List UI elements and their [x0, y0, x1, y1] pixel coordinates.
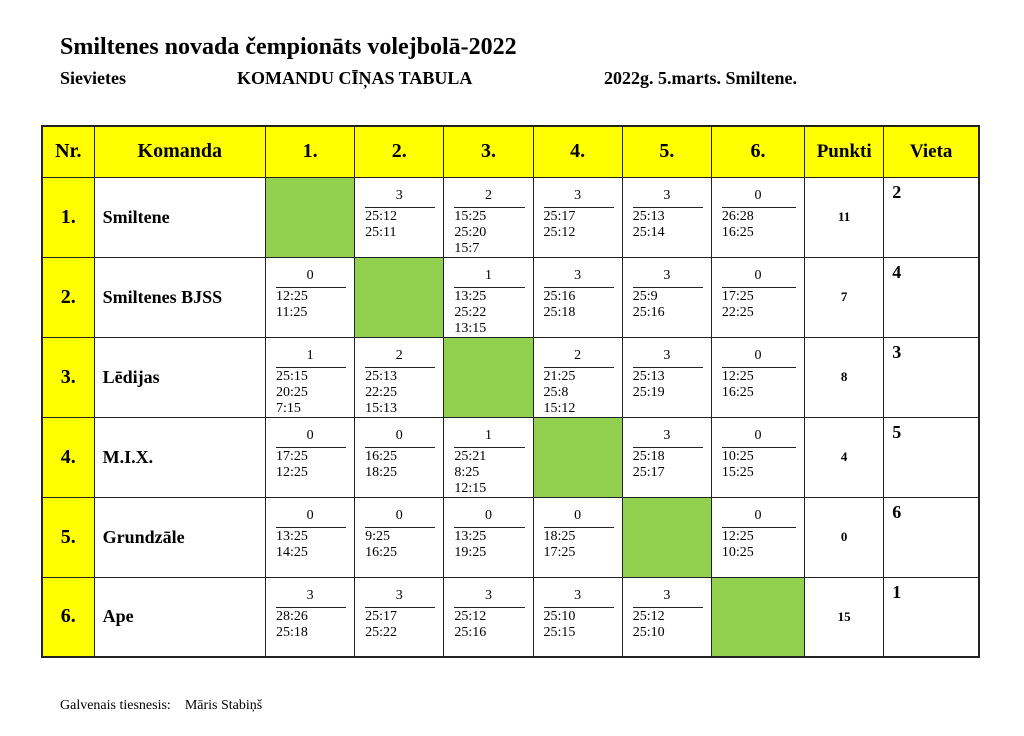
score-divider — [722, 207, 796, 208]
match-result-cell — [265, 257, 354, 337]
set-scores — [633, 369, 665, 401]
set-score: 25:12 — [454, 608, 487, 624]
event-date-location: 2022g. 5.marts. Smiltene. — [604, 68, 797, 88]
match-score: 0 — [395, 427, 403, 443]
diagonal-cell — [711, 577, 804, 657]
match-score: 1 — [484, 427, 492, 443]
set-score: 15:12 — [543, 400, 576, 416]
category-label: Sievietes — [60, 68, 126, 88]
set-score: 22:25 — [365, 384, 398, 400]
match-result-cell — [533, 177, 622, 257]
set-score: 25:12 — [365, 208, 398, 224]
set-score: 16:25 — [721, 224, 754, 240]
team-points: 8 — [805, 337, 884, 417]
set-score: 18:25 — [365, 464, 398, 480]
set-score: 22:25 — [721, 304, 754, 320]
team-place — [884, 337, 979, 417]
team-points: 15 — [805, 577, 884, 657]
set-score: 20:25 — [275, 384, 308, 400]
match-result-cell — [622, 257, 711, 337]
set-score: 25:17 — [365, 608, 398, 624]
set-score: 16:25 — [365, 544, 398, 560]
match-score: 3 — [395, 187, 403, 203]
set-score: 26:28 — [721, 208, 754, 224]
set-score: 25:13 — [632, 368, 665, 384]
header-opponent-1: 1. — [265, 126, 354, 177]
set-score: 16:25 — [365, 448, 398, 464]
set-scores — [544, 209, 576, 241]
set-score: 25:12 — [632, 608, 665, 624]
match-score: 0 — [574, 507, 582, 523]
team-place — [884, 417, 979, 497]
score-divider — [454, 287, 524, 288]
set-score: 8:25 — [454, 464, 480, 480]
team-number: 5. — [42, 497, 94, 577]
set-score: 16:25 — [721, 384, 754, 400]
match-result-cell — [622, 417, 711, 497]
table-row — [42, 497, 979, 577]
set-scores — [454, 609, 486, 641]
set-scores — [633, 449, 665, 481]
match-score: 0 — [754, 267, 762, 283]
set-scores — [454, 529, 486, 561]
header-opponent-4: 4. — [533, 126, 622, 177]
team-number: 6. — [42, 577, 94, 657]
chief-referee-label: Galvenais tiesnesis: — [60, 698, 171, 713]
set-scores — [276, 609, 308, 641]
set-scores — [454, 289, 486, 337]
team-place — [884, 577, 979, 657]
set-scores — [633, 609, 665, 641]
match-result-cell — [533, 577, 622, 657]
match-score: 3 — [663, 187, 671, 203]
match-score: 3 — [484, 587, 492, 603]
set-score: 12:25 — [721, 368, 754, 384]
set-score: 21:25 — [543, 368, 576, 384]
team-place-value: 4 — [892, 261, 902, 282]
table-title: KOMANDU CĪŅAS TABULA — [237, 68, 473, 88]
team-number: 3. — [42, 337, 94, 417]
match-score: 1 — [306, 347, 314, 363]
diagonal-cell — [355, 257, 444, 337]
set-score: 25:17 — [543, 208, 576, 224]
set-score: 25:12 — [543, 224, 576, 240]
header-team: Komanda — [94, 126, 265, 177]
match-score: 3 — [663, 587, 671, 603]
match-result-cell — [711, 257, 804, 337]
team-name: Grundzāle — [94, 497, 265, 577]
score-divider — [454, 607, 524, 608]
team-place-value: 1 — [892, 581, 902, 602]
team-place-value: 6 — [892, 501, 902, 522]
match-score: 3 — [663, 347, 671, 363]
set-scores — [365, 209, 397, 241]
team-points: 7 — [805, 257, 884, 337]
set-score: 25:9 — [632, 288, 658, 304]
set-score: 11:25 — [275, 304, 308, 320]
set-score: 25:15 — [275, 368, 308, 384]
match-score: 0 — [306, 427, 314, 443]
match-score: 0 — [754, 427, 762, 443]
header-points: Punkti — [805, 126, 884, 177]
match-result-cell — [355, 337, 444, 417]
score-divider — [365, 207, 435, 208]
team-place — [884, 257, 979, 337]
set-scores — [722, 449, 754, 481]
set-score: 25:16 — [454, 624, 487, 640]
match-score: 3 — [663, 427, 671, 443]
header-opponent-3: 3. — [444, 126, 533, 177]
match-score: 2 — [395, 347, 403, 363]
set-score: 25:13 — [365, 368, 398, 384]
match-result-cell — [711, 497, 804, 577]
table-row — [42, 417, 979, 497]
match-result-cell — [444, 577, 533, 657]
table-row — [42, 337, 979, 417]
team-points: 0 — [805, 497, 884, 577]
team-name: Smiltenes BJSS — [94, 257, 265, 337]
set-scores — [365, 369, 397, 417]
team-number: 4. — [42, 417, 94, 497]
set-scores — [633, 289, 665, 321]
match-score: 2 — [484, 187, 492, 203]
standings-body — [42, 126, 979, 657]
table-row — [42, 257, 979, 337]
score-divider — [454, 207, 524, 208]
match-result-cell — [711, 337, 804, 417]
set-scores — [454, 209, 486, 257]
set-score: 13:25 — [275, 528, 308, 544]
match-result-cell — [622, 577, 711, 657]
match-score: 3 — [574, 187, 582, 203]
score-divider — [276, 527, 346, 528]
match-result-cell — [355, 417, 444, 497]
set-score: 25:16 — [632, 304, 665, 320]
set-scores — [722, 529, 754, 561]
set-score: 25:10 — [632, 624, 665, 640]
set-scores — [276, 289, 308, 321]
set-score: 25:8 — [543, 384, 569, 400]
score-divider — [365, 367, 435, 368]
set-score: 28:26 — [275, 608, 308, 624]
match-result-cell — [355, 177, 444, 257]
header-opponent-6: 6. — [711, 126, 804, 177]
set-score: 13:15 — [454, 320, 487, 336]
match-result-cell — [533, 337, 622, 417]
set-score: 12:25 — [721, 528, 754, 544]
match-result-cell — [355, 577, 444, 657]
score-divider — [633, 447, 703, 448]
set-scores — [633, 209, 665, 241]
match-score: 3 — [663, 267, 671, 283]
header-row — [42, 126, 979, 177]
set-scores — [365, 609, 397, 641]
set-scores — [544, 529, 576, 561]
set-score: 10:25 — [721, 448, 754, 464]
match-result-cell — [622, 337, 711, 417]
team-place — [884, 497, 979, 577]
set-score: 13:25 — [454, 288, 487, 304]
set-scores — [722, 289, 754, 321]
match-score: 0 — [754, 347, 762, 363]
score-divider — [633, 287, 703, 288]
score-divider — [544, 527, 614, 528]
team-points: 11 — [805, 177, 884, 257]
match-result-cell — [265, 577, 354, 657]
set-scores — [365, 449, 397, 481]
team-place-value: 5 — [892, 421, 902, 442]
header-nr: Nr. — [42, 126, 94, 177]
match-result-cell — [533, 497, 622, 577]
set-score: 25:22 — [454, 304, 487, 320]
header-opponent-2: 2. — [355, 126, 444, 177]
set-score: 25:18 — [275, 624, 308, 640]
diagonal-cell — [444, 337, 533, 417]
set-score: 25:17 — [632, 464, 665, 480]
score-divider — [365, 527, 435, 528]
set-score: 12:25 — [275, 288, 308, 304]
set-score: 25:16 — [543, 288, 576, 304]
match-score: 0 — [395, 507, 403, 523]
score-divider — [544, 607, 614, 608]
team-place-value: 3 — [892, 341, 902, 362]
score-divider — [544, 367, 614, 368]
score-divider — [544, 207, 614, 208]
score-divider — [544, 287, 614, 288]
score-divider — [276, 607, 346, 608]
set-score: 25:18 — [632, 448, 665, 464]
set-score: 25:22 — [365, 624, 398, 640]
set-score: 15:13 — [365, 400, 398, 416]
match-score: 3 — [395, 587, 403, 603]
team-name: Smiltene — [94, 177, 265, 257]
set-score: 25:21 — [454, 448, 487, 464]
set-score: 9:25 — [365, 528, 391, 544]
footer — [60, 698, 262, 714]
match-score: 2 — [574, 347, 582, 363]
set-score: 25:20 — [454, 224, 487, 240]
header-opponent-5: 5. — [622, 126, 711, 177]
match-result-cell — [711, 417, 804, 497]
score-divider — [633, 607, 703, 608]
set-scores — [544, 369, 576, 417]
set-score: 12:15 — [454, 480, 487, 496]
match-score: 0 — [306, 507, 314, 523]
table-row — [42, 577, 979, 657]
set-scores — [276, 529, 308, 561]
team-number: 1. — [42, 177, 94, 257]
set-scores — [722, 369, 754, 401]
match-score: 3 — [574, 587, 582, 603]
set-score: 15:7 — [454, 240, 480, 256]
score-divider — [722, 287, 796, 288]
score-divider — [722, 367, 796, 368]
score-divider — [365, 447, 435, 448]
set-score: 25:15 — [543, 624, 576, 640]
match-result-cell — [622, 177, 711, 257]
diagonal-cell — [622, 497, 711, 577]
set-score: 25:11 — [365, 224, 397, 240]
set-score: 25:19 — [632, 384, 665, 400]
diagonal-cell — [265, 177, 354, 257]
set-scores — [276, 449, 308, 481]
score-divider — [276, 367, 346, 368]
score-divider — [365, 607, 435, 608]
set-score: 14:25 — [275, 544, 308, 560]
match-score: 1 — [484, 267, 492, 283]
score-divider — [276, 447, 346, 448]
page-title: Smiltenes novada čempionāts volejbolā-2022 — [60, 34, 517, 60]
set-scores — [544, 609, 576, 641]
score-divider — [633, 367, 703, 368]
set-scores — [544, 289, 576, 321]
score-divider — [454, 447, 524, 448]
match-result-cell — [265, 417, 354, 497]
set-score: 25:10 — [543, 608, 576, 624]
set-score: 15:25 — [454, 208, 487, 224]
set-score: 25:14 — [632, 224, 665, 240]
standings-table — [41, 125, 980, 658]
table-row — [42, 177, 979, 257]
match-result-cell — [265, 337, 354, 417]
set-score: 7:15 — [275, 400, 301, 416]
match-score: 0 — [306, 267, 314, 283]
set-score: 13:25 — [454, 528, 487, 544]
match-result-cell — [355, 497, 444, 577]
set-score: 18:25 — [543, 528, 576, 544]
score-divider — [454, 527, 524, 528]
match-result-cell — [533, 257, 622, 337]
set-score: 25:13 — [632, 208, 665, 224]
chief-referee-name: Māris Stabiņš — [184, 698, 263, 713]
set-scores — [454, 449, 486, 497]
set-scores — [365, 529, 397, 561]
set-score: 12:25 — [275, 464, 308, 480]
team-place-value: 2 — [892, 181, 902, 202]
match-result-cell — [444, 177, 533, 257]
team-points: 4 — [805, 417, 884, 497]
team-name: Ape — [94, 577, 265, 657]
set-score: 19:25 — [454, 544, 487, 560]
score-divider — [276, 287, 346, 288]
match-score: 3 — [574, 267, 582, 283]
score-divider — [633, 207, 703, 208]
match-score: 0 — [484, 507, 492, 523]
set-score: 17:25 — [275, 448, 308, 464]
set-score: 25:18 — [543, 304, 576, 320]
set-scores — [722, 209, 754, 241]
team-place — [884, 177, 979, 257]
set-scores — [276, 369, 308, 417]
match-result-cell — [444, 497, 533, 577]
match-result-cell — [444, 417, 533, 497]
score-divider — [722, 527, 796, 528]
set-score: 15:25 — [721, 464, 754, 480]
match-score: 0 — [754, 507, 762, 523]
match-result-cell — [711, 177, 804, 257]
team-name: M.I.X. — [94, 417, 265, 497]
set-score: 10:25 — [721, 544, 754, 560]
set-score: 17:25 — [543, 544, 576, 560]
team-number: 2. — [42, 257, 94, 337]
header-place: Vieta — [884, 126, 979, 177]
team-name: Lēdijas — [94, 337, 265, 417]
diagonal-cell — [533, 417, 622, 497]
set-score: 17:25 — [721, 288, 754, 304]
score-divider — [722, 447, 796, 448]
match-score: 3 — [306, 587, 314, 603]
match-result-cell — [444, 257, 533, 337]
match-score: 0 — [754, 187, 762, 203]
match-result-cell — [265, 497, 354, 577]
